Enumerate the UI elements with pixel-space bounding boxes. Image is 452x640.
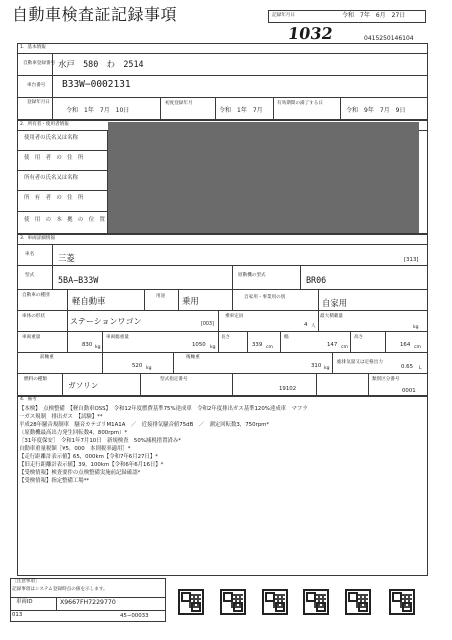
chassis-value: B33W−0002131 [62, 79, 131, 90]
qr-code [303, 589, 329, 615]
front-axle-value: 520 [132, 363, 143, 369]
remark-line-1: 【本検】 点検整備 【軽自動車OSS】 令和12年度燃費基準75%達成車 令和2年度排出ガス基準120%達成車 マフラ [19, 406, 308, 412]
remark-line-2: 一ガス規制 排出ガス 【試験】** [19, 414, 103, 420]
remark-line-5: ［31年度保安］ 令和1年7月10日 新規検査 50%減税措置済み* [19, 438, 181, 444]
length-unit: cm [266, 345, 274, 350]
fuel-label: 燃料の種類 [24, 377, 47, 382]
displacement-value: 0.65 [401, 364, 414, 370]
reg-no-label: 自動車登録番号 [23, 61, 56, 66]
section-owner-label: 2．所有者・使用者情報 [20, 122, 69, 127]
length-label: 長さ [221, 335, 231, 340]
remark-line-9: 【受検情報】検査要件の点検整備実施前記録確認* [19, 470, 141, 476]
vehicle-id-value: X9667FH7229770 [60, 599, 116, 606]
qr-code [220, 589, 246, 615]
max-load-unit: kg [413, 325, 419, 330]
issue-date-label: 記録年月日 [272, 13, 295, 18]
reg-no-value: 水戸 580 わ 2514 [58, 59, 144, 69]
body-label: 車体の形状 [22, 314, 45, 319]
document-title: 自動車検査証記録事項 [12, 5, 178, 24]
section-basic-label: 1．基本情報 [20, 45, 46, 50]
qr-code [389, 589, 415, 615]
gross-label: 車両総重量 [106, 335, 129, 340]
section-vehicle-label: 3．車両詳細情報 [20, 236, 56, 241]
displacement-label: 総排気量又は定格出力 [337, 360, 383, 365]
purpose-value: 自家用 [322, 298, 348, 308]
first-reg-label: 登録年月日 [27, 100, 50, 105]
expiry-label: 有効期間の満了する日 [277, 101, 323, 106]
section-remarks-label: 4．備考 [20, 397, 37, 402]
class-no-label: 類別区分番号 [372, 377, 400, 382]
height-value: 164 [400, 342, 411, 348]
maker-label: 車名 [25, 252, 35, 257]
length-value: 339 [252, 342, 263, 348]
rear-axle-value: 310 [311, 363, 322, 369]
user-addr-label: 使 用 者 の 住 所 [24, 155, 84, 161]
notes-label: ［注意事項］ [12, 579, 40, 584]
gross-value: 1050 [192, 342, 206, 348]
maker-code: [313] [404, 257, 419, 263]
width-value: 147 [327, 342, 338, 348]
footer-code-center: 45−00033 [120, 613, 149, 619]
first-reg-value: 令和 1年 7月 10日 [66, 107, 130, 114]
handwritten-number: 1032 [286, 24, 334, 43]
max-load-label: 最大積載量 [320, 314, 343, 319]
height-label: 高さ [354, 335, 364, 340]
capacity-value: 4 [304, 322, 308, 328]
width-unit: cm [341, 345, 349, 350]
first-year-value: 令和 1年 7月 [219, 107, 263, 114]
front-axle-label: 前軸重 [40, 355, 54, 360]
remark-line-6: 自動車重量税額［¥5，000 本則税率適用］* [19, 446, 131, 452]
qr-code [178, 589, 204, 615]
remark-line-4: （原動機最高出力発生回転数4，800rpm）* [19, 430, 128, 436]
purpose-label: 自家用・事業用の別 [244, 295, 286, 300]
gross-unit: kg [210, 345, 216, 350]
remark-line-3: 平成28年騒音規制車 騒音カテゴリM1A1A ／ 近接排気騒音値75dB ／ 測定回転数3，750rpm* [19, 422, 270, 428]
type-no-value: 19102 [279, 386, 297, 392]
capacity-unit: 人 [311, 324, 316, 329]
remark-line-8: 【旧走行距離計表示値】39，100km【令和6年6月16日】* [19, 462, 164, 468]
front-axle-unit: kg [146, 366, 152, 371]
chassis-label: 車台番号 [27, 83, 46, 88]
body-value: ステーションワゴン [70, 317, 142, 326]
engine-label: 原動機の型式 [238, 273, 266, 278]
footer-code-left: 013 [12, 612, 23, 618]
rear-axle-label: 後軸重 [186, 355, 200, 360]
engine-value: BR06 [306, 275, 327, 285]
kind-label: 自動車の種別 [22, 293, 50, 298]
expiry-value: 令和 9年 7月 9日 [346, 107, 406, 114]
issue-date: 令和 7年 6月 27日 [342, 12, 406, 19]
type-no-label: 型式指定番号 [160, 377, 188, 382]
qr-code [262, 589, 288, 615]
remark-line-10: 【受検情報】指定整備工場** [19, 478, 90, 484]
first-year-label: 初度登録年月 [165, 101, 193, 106]
width-label: 幅 [284, 335, 289, 340]
user-name-label: 使用者の氏名又は名称 [24, 135, 78, 141]
owner-name-label: 所有者の氏名又は名称 [24, 175, 78, 181]
displacement-unit: L [419, 366, 422, 371]
kind-value: 軽自動車 [72, 296, 106, 306]
section-vehicle-detail [17, 234, 428, 396]
weight-value: 830 [82, 342, 93, 348]
model-label: 型式 [25, 273, 35, 278]
capacity-label: 乗車定員 [225, 314, 244, 319]
model-value: 5BA−B33W [58, 275, 99, 285]
base-location-label: 使 用 の 本 拠 の 位 置 [24, 217, 105, 223]
serial-number: 0415250146104 [364, 35, 414, 42]
body-code: [003] [201, 322, 214, 327]
class-no-value: 0001 [402, 388, 416, 394]
fuel-value: ガソリン [68, 381, 99, 390]
notes-text: 記録事項はシステム登録時点の値を示します。 [12, 587, 108, 592]
height-unit: cm [414, 345, 422, 350]
use-label: 用途 [156, 294, 166, 299]
maker-value: 三菱 [58, 253, 75, 263]
rear-axle-unit: kg [324, 366, 330, 371]
weight-unit: kg [95, 345, 101, 350]
weight-label: 車両重量 [22, 335, 41, 340]
remark-line-7: 【走行距離計表示値】65，000km【令和7年6月27日】* [19, 454, 158, 460]
vehicle-id-label: 車両ID [16, 599, 33, 605]
owner-addr-label: 所 有 者 の 住 所 [24, 195, 84, 201]
redacted-personal-info [108, 122, 419, 233]
qr-code [345, 589, 371, 615]
use-value: 乗用 [182, 296, 199, 306]
